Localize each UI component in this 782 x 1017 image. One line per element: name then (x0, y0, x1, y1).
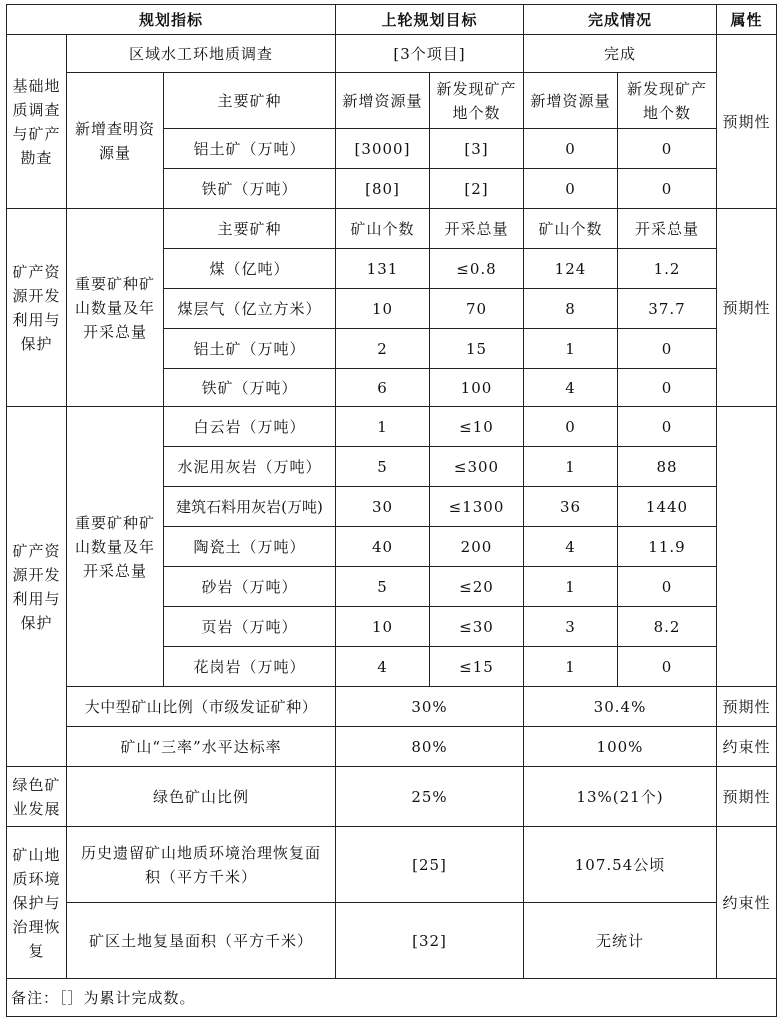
mineral-cell: 铝土矿（万吨） (164, 129, 336, 169)
done-cell: 0 (618, 369, 717, 407)
attribute-basic: 预期性 (717, 35, 777, 209)
green-mine-ratio-attr: 预期性 (717, 767, 777, 827)
col-mineral: 主要矿种 (164, 209, 336, 249)
col-mines-done: 矿山个数 (524, 209, 618, 249)
green-mine-ratio-done: 13%(21个) (524, 767, 717, 827)
target-cell: ≤15 (430, 647, 524, 687)
target-cell: 131 (336, 249, 430, 289)
done-cell: 36 (524, 487, 618, 527)
target-cell: ≤300 (430, 447, 524, 487)
done-cell: 1 (524, 567, 618, 607)
target-cell: ≤0.8 (430, 249, 524, 289)
large-mine-ratio-done: 30.4% (524, 687, 717, 727)
category-dev-1: 矿产资源开发利用与保护 (7, 209, 67, 407)
done-cell: 0 (618, 169, 717, 209)
done-cell: 11.9 (618, 527, 717, 567)
mineral-cell: 铁矿（万吨） (164, 369, 336, 407)
target-cell: 70 (430, 289, 524, 329)
mineral-cell: 砂岩（万吨） (164, 567, 336, 607)
mineral-cell: 页岩（万吨） (164, 607, 336, 647)
table-row (7, 687, 777, 727)
sub-category-dev-1: 重要矿种矿山数量及年开采总量 (67, 209, 164, 407)
header-attribute: 属性 (717, 5, 777, 35)
done-cell: 0 (618, 129, 717, 169)
category-env: 矿山地质环境保护与治理恢复 (7, 827, 67, 979)
done-cell: 1 (524, 647, 618, 687)
footnote-row (7, 979, 777, 1017)
target-cell: 5 (336, 567, 430, 607)
table-row (7, 407, 777, 447)
done-cell: 8.2 (618, 607, 717, 647)
done-cell: 0 (524, 129, 618, 169)
done-cell: 8 (524, 289, 618, 329)
target-cell: 5 (336, 447, 430, 487)
category-dev-2: 矿产资源开发利用与保护 (7, 407, 67, 767)
table-row (7, 727, 777, 767)
three-rates-label: 矿山“三率”水平达标率 (67, 727, 336, 767)
sub-category-new-resource: 新增查明资源量 (67, 73, 164, 209)
env-restore-done: 107.54公顷 (524, 827, 717, 903)
mineral-cell: 建筑石料用灰岩(万吨) (164, 487, 336, 527)
survey-done: 完成 (524, 35, 717, 73)
planning-indicator-table-wrapper (6, 4, 777, 1017)
target-cell: 10 (336, 607, 430, 647)
survey-label: 区域水工环地质调查 (67, 35, 336, 73)
green-mine-ratio-target: 25% (336, 767, 524, 827)
done-cell: 0 (618, 567, 717, 607)
header-indicator: 规划指标 (7, 5, 336, 35)
table-row (7, 767, 777, 827)
table-row (7, 35, 777, 73)
large-mine-ratio-attr: 预期性 (717, 687, 777, 727)
done-cell: 0 (524, 407, 618, 447)
col-new-resource-done: 新增资源量 (524, 73, 618, 129)
footnote: 备注：［］为累计完成数。 (7, 979, 777, 1017)
target-cell: ≤30 (430, 607, 524, 647)
table-header-row (7, 5, 777, 35)
done-cell: 3 (524, 607, 618, 647)
target-cell: 30 (336, 487, 430, 527)
col-new-sites-done: 新发现矿产地个数 (618, 73, 717, 129)
attribute-env: 约束性 (717, 827, 777, 979)
large-mine-ratio-target: 30% (336, 687, 524, 727)
target-cell: ≤20 (430, 567, 524, 607)
done-cell: 1440 (618, 487, 717, 527)
col-mineral: 主要矿种 (164, 73, 336, 129)
target-cell: [3000] (336, 129, 430, 169)
target-cell: [2] (430, 169, 524, 209)
sub-category-dev-2: 重要矿种矿山数量及年开采总量 (67, 407, 164, 687)
target-cell: 200 (430, 527, 524, 567)
target-cell: 6 (336, 369, 430, 407)
done-cell: 88 (618, 447, 717, 487)
target-cell: [3] (430, 129, 524, 169)
target-cell: ≤10 (430, 407, 524, 447)
planning-indicator-table (6, 4, 777, 1017)
mineral-cell: 煤层气（亿立方米） (164, 289, 336, 329)
done-cell: 1.2 (618, 249, 717, 289)
done-cell: 0 (524, 169, 618, 209)
done-cell: 1 (524, 447, 618, 487)
green-mine-ratio-label: 绿色矿山比例 (67, 767, 336, 827)
survey-target: [3个项目] (336, 35, 524, 73)
target-cell: [80] (336, 169, 430, 209)
mineral-cell: 水泥用灰岩（万吨） (164, 447, 336, 487)
land-reclaim-label: 矿区土地复垦面积（平方千米） (67, 903, 336, 979)
done-cell: 0 (618, 329, 717, 369)
done-cell: 4 (524, 369, 618, 407)
done-cell: 1 (524, 329, 618, 369)
table-row (7, 827, 777, 903)
col-mines-target: 矿山个数 (336, 209, 430, 249)
attribute-dev-1: 预期性 (717, 209, 777, 407)
target-cell: 10 (336, 289, 430, 329)
done-cell: 0 (618, 647, 717, 687)
done-cell: 4 (524, 527, 618, 567)
target-cell: ≤1300 (430, 487, 524, 527)
col-output-done: 开采总量 (618, 209, 717, 249)
target-cell: 100 (430, 369, 524, 407)
target-cell: 40 (336, 527, 430, 567)
three-rates-target: 80% (336, 727, 524, 767)
table-row (7, 903, 777, 979)
done-cell: 124 (524, 249, 618, 289)
category-green: 绿色矿业发展 (7, 767, 67, 827)
mineral-cell: 花岗岩（万吨） (164, 647, 336, 687)
land-reclaim-target: [32] (336, 903, 524, 979)
done-cell: 37.7 (618, 289, 717, 329)
category-basic: 基础地质调查与矿产勘查 (7, 35, 67, 209)
done-cell: 0 (618, 407, 717, 447)
mineral-cell: 铁矿（万吨） (164, 169, 336, 209)
target-cell: 4 (336, 647, 430, 687)
target-cell: 2 (336, 329, 430, 369)
mineral-cell: 煤（亿吨） (164, 249, 336, 289)
three-rates-done: 100% (524, 727, 717, 767)
mineral-cell: 铝土矿（万吨） (164, 329, 336, 369)
target-cell: 1 (336, 407, 430, 447)
env-restore-label: 历史遗留矿山地质环境治理恢复面积（平方千米） (67, 827, 336, 903)
mineral-cell: 白云岩（万吨） (164, 407, 336, 447)
table-row (7, 209, 777, 249)
col-new-resource-target: 新增资源量 (336, 73, 430, 129)
header-prev-target: 上轮规划目标 (336, 5, 524, 35)
target-cell: 15 (430, 329, 524, 369)
attribute-dev-2-empty (717, 407, 777, 687)
col-new-sites-target: 新发现矿产地个数 (430, 73, 524, 129)
table-row (7, 73, 777, 129)
land-reclaim-done: 无统计 (524, 903, 717, 979)
env-restore-target: [25] (336, 827, 524, 903)
mineral-cell: 陶瓷土（万吨） (164, 527, 336, 567)
three-rates-attr: 约束性 (717, 727, 777, 767)
col-output-target: 开采总量 (430, 209, 524, 249)
large-mine-ratio-label: 大中型矿山比例（市级发证矿种） (67, 687, 336, 727)
header-completion: 完成情况 (524, 5, 717, 35)
